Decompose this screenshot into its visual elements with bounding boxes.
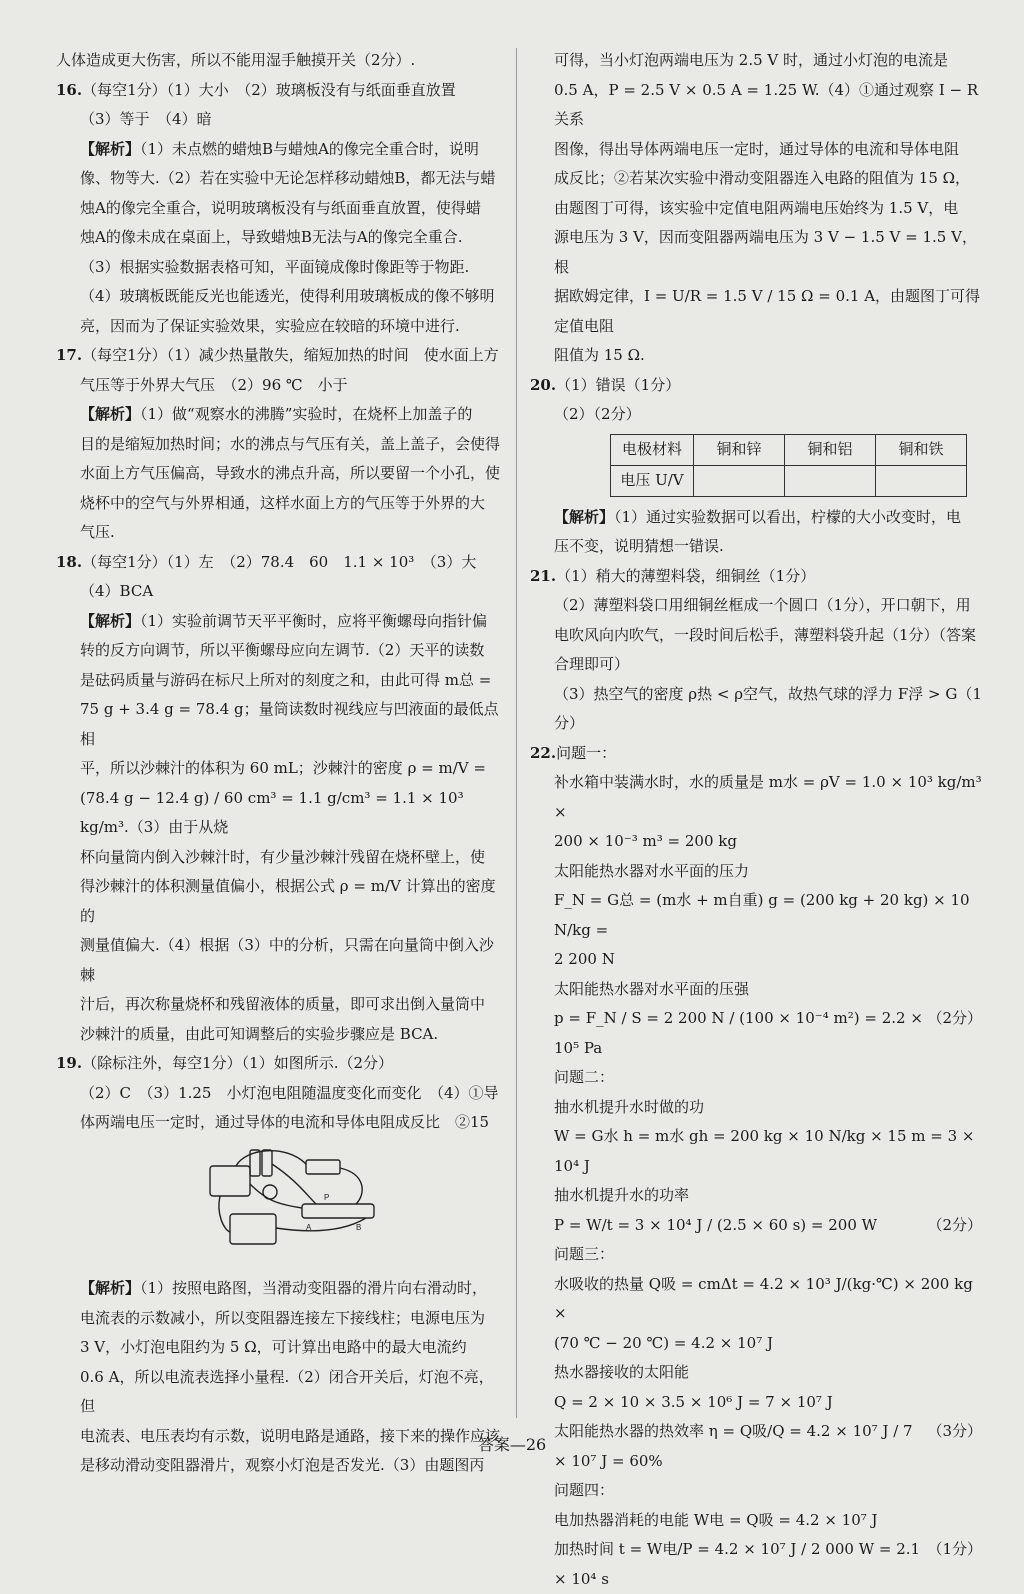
answer-line: 电吹风向内吹气，一段时间后松手，薄塑料袋升起（1分）（答案 — [530, 621, 982, 651]
table-cell — [694, 465, 785, 496]
text-line: 可得，当小灯泡两端电压为 2.5 V 时，通过小灯泡的电流是 — [530, 46, 982, 76]
circuit-diagram-image — [206, 1144, 386, 1254]
solution-line: 补水箱中装满水时，水的质量是 m水 = ρV = 1.0 × 10³ kg/m³ × — [530, 768, 982, 827]
question-number: 22. — [530, 744, 556, 762]
text-line: 源电压为 3 V，因而变阻器两端电压为 3 V − 1.5 V = 1.5 V，根 — [530, 223, 982, 282]
table-row — [611, 465, 967, 496]
answer-line: （每空1分）（1）左 （2）78.4 60 1.1 × 10³ （3）大 — [82, 553, 476, 571]
question-20 — [530, 371, 982, 562]
analysis-tag: 【解析】 — [554, 508, 614, 526]
column-divider — [516, 48, 517, 1418]
solution-line: 抽水机提升水的功率 — [530, 1181, 982, 1211]
answer-line: （2）C （3）1.25 小灯泡电阻随温度变化而变化 （4）①导 — [56, 1079, 508, 1109]
question-number: 21. — [530, 567, 556, 585]
question-number: 17. — [56, 346, 82, 364]
analysis-tag: 【解析】 — [80, 140, 140, 158]
table-cell — [785, 465, 876, 496]
analysis-line: 汁后，再次称量烧杯和残留液体的质量，即可求出倒入量筒中 — [56, 990, 508, 1020]
score-mark: （1分） — [927, 1535, 982, 1594]
table-header: 铜和铝 — [785, 434, 876, 465]
analysis-line: 转的反方向调节，所以平衡螺母应向左调节.（2）天平的读数 — [56, 636, 508, 666]
question-number: 19. — [56, 1054, 82, 1072]
analysis-line: (78.4 g − 12.4 g) / 60 cm³ = 1.1 g/cm³ = 1.1 × 10³ kg/m³.（3）由于从烧 — [56, 784, 508, 843]
text-line: 由题图丁可得，该实验中定值电阻两端电压始终为 1.5 V，电 — [530, 194, 982, 224]
analysis-line: （4）玻璃板既能反光也能透光，使得利用玻璃板成的像不够明 — [56, 282, 508, 312]
answer-line: （3）热空气的密度 ρ热 < ρ空气，故热气球的浮力 F浮 > G（1分） — [530, 680, 982, 739]
analysis-line: 是移动滑动变阻器滑片，观察小灯泡是否发光.（3）由题图丙 — [56, 1451, 508, 1481]
solution-line: 水吸收的热量 Q吸 = cmΔt = 4.2 × 10³ J/(kg·℃) × 200 kg × — [530, 1270, 982, 1329]
analysis-line: 亮，因而为了保证实验效果，实验应在较暗的环境中进行. — [56, 312, 508, 342]
ammeter-icon — [210, 1166, 250, 1196]
table-header: 铜和锌 — [694, 434, 785, 465]
analysis-line: 压不变，说明猜想一错误. — [530, 532, 982, 562]
electrode-table — [610, 434, 967, 497]
battery-icon — [262, 1150, 272, 1176]
section-heading: 问题四： — [530, 1476, 982, 1506]
answer-line: （2）（2分） — [530, 400, 982, 430]
text-line: 据欧姆定律，I = U/R = 1.5 V / 15 Ω = 0.1 A，由题图丁可得定值电阻 — [530, 282, 982, 341]
analysis-line: 电流表的示数减小，所以变阻器连接左下接线柱；电源电压为 — [56, 1304, 508, 1334]
text-line: 0.5 A，P = 2.5 V × 0.5 A = 1.25 W.（4）①通过观察 I − R 关系 — [530, 76, 982, 135]
answer-line: （1）稍大的薄塑料袋，细铜丝（1分） — [556, 567, 815, 585]
answer-line: （每空1分）（1）减少热量散失，缩短加热的时间 使水面上方 — [82, 346, 499, 364]
table-header: 铜和铁 — [876, 434, 967, 465]
voltmeter-icon — [230, 1214, 276, 1244]
question-18 — [56, 548, 508, 1050]
solution-line: 太阳能热水器对水平面的压强 — [530, 975, 982, 1005]
analysis-line: 水面上方气压偏高，导致水的沸点升高，所以要留一个小孔，使 — [56, 459, 508, 489]
solution-line: 热水器接收的太阳能 — [530, 1358, 982, 1388]
answer-line: 体两端电压一定时，通过导体的电流和导体电阻成反比 ②15 — [56, 1108, 508, 1138]
answer-line: 气压等于外界大气压 （2）96 ℃ 小于 — [56, 371, 508, 401]
analysis-line: 是砝码质量与游码在标尺上所对的刻度之和，由此可得 m总 = — [56, 666, 508, 696]
text-line: 人体造成更大伤害，所以不能用湿手触摸开关（2分）. — [56, 46, 508, 76]
table-header: 电极材料 — [611, 434, 694, 465]
analysis-tag: 【解析】 — [80, 1279, 140, 1297]
page-number: 答案—26 — [0, 1432, 1024, 1455]
analysis-line: 杯向量筒内倒入沙棘汁时，有少量沙棘汁残留在烧杯壁上，使 — [56, 843, 508, 873]
text-line: 图像，得出导体两端电压一定时，通过导体的电流和导体电阻 — [530, 135, 982, 165]
solution-line: P = W/t = 3 × 10⁴ J / (2.5 × 60 s) = 200 W — [554, 1211, 877, 1241]
section-heading: 问题三： — [530, 1240, 982, 1270]
switch-icon — [306, 1160, 340, 1174]
text-line: 阻值为 15 Ω. — [530, 341, 982, 371]
question-16 — [56, 76, 508, 342]
solution-line: F_N = G总 = (m水 + m自重) g = (200 kg + 20 kg) × 10 N/kg = — [530, 886, 982, 945]
svg-text:P: P — [324, 1193, 329, 1202]
question-number: 20. — [530, 376, 556, 394]
table-row-label: 电压 U/V — [611, 465, 694, 496]
solution-line: 太阳能热水器对水平面的压力 — [530, 857, 982, 887]
question-number: 16. — [56, 81, 82, 99]
solution-line: 200 × 10⁻³ m³ = 200 kg — [530, 827, 982, 857]
analysis-line: 像、物等大.（2）若在实验中无论怎样移动蜡烛B，都无法与蜡 — [56, 164, 508, 194]
answer-line: 合理即可） — [530, 650, 982, 680]
answer-line: （1）错误（1分） — [556, 376, 680, 394]
solution-line: 太阳能热水器的热效率 η = Q吸/Q = 4.2 × 10⁷ J / 7 × 10⁷ J = 60% — [554, 1417, 927, 1476]
analysis-line: 平，所以沙棘汁的体积为 60 mL；沙棘汁的密度 ρ = m/V = — [56, 754, 508, 784]
analysis-line: 75 g + 3.4 g = 78.4 g；量筒读数时视线应与凹液面的最低点相 — [56, 695, 508, 754]
question-number: 18. — [56, 553, 82, 571]
analysis-line: 3 V，小灯泡电阻约为 5 Ω，可计算出电路中的最大电流约 — [56, 1333, 508, 1363]
question-17 — [56, 341, 508, 548]
analysis-line: 电流表、电压表均有示数，说明电路是通路，接下来的操作应该 — [56, 1422, 508, 1452]
answer-line: （每空1分）（1）大小 （2）玻璃板没有与纸面垂直放置 — [82, 81, 456, 99]
analysis-line: （1）按照电路图，当滑动变阻器的滑片向右滑动时， — [140, 1279, 487, 1297]
solution-line: Q = 2 × 10 × 3.5 × 10⁶ J = 7 × 10⁷ J — [530, 1388, 982, 1418]
right-column — [530, 46, 982, 1594]
question-22 — [530, 739, 982, 1594]
analysis-tag: 【解析】 — [80, 612, 140, 630]
analysis-line: 烧杯中的空气与外界相通，这样水面上方的气压等于外界的大 — [56, 489, 508, 519]
answer-line: （除标注外，每空1分）（1）如图所示.（2分） — [82, 1054, 393, 1072]
text-line: 成反比；②若某次实验中滑动变阻器连入电路的阻值为 15 Ω， — [530, 164, 982, 194]
answer-line: （3）等于 （4）暗 — [56, 105, 508, 135]
table-cell — [876, 465, 967, 496]
section-heading: 问题一： — [556, 744, 616, 762]
solution-line: 抽水机提升水时做的功 — [530, 1093, 982, 1123]
analysis-line: （1）未点燃的蜡烛B与蜡烛A的像完全重合时，说明 — [140, 140, 479, 158]
answer-line: （4）BCA — [56, 577, 508, 607]
section-heading: 问题二： — [530, 1063, 982, 1093]
analysis-line: （3）根据实验数据表格可知，平面镜成像时像距等于物距. — [56, 253, 508, 283]
analysis-line: 测量值偏大.（4）根据（3）中的分析，只需在向量筒中倒入沙棘 — [56, 931, 508, 990]
analysis-line: 得沙棘汁的体积测量值偏小，根据公式 ρ = m/V 计算出的密度的 — [56, 872, 508, 931]
solution-line: 电加热器消耗的电能 W电 = Q吸 = 4.2 × 10⁷ J — [530, 1506, 982, 1536]
score-mark: （3分） — [927, 1417, 982, 1476]
left-column — [56, 46, 508, 1481]
question-19 — [56, 1049, 508, 1481]
analysis-line: 沙棘汁的质量，由此可知调整后的实验步骤应是 BCA. — [56, 1020, 508, 1050]
solution-line: 加热时间 t = W电/P = 4.2 × 10⁷ J / 2 000 W = 2.1 × 10⁴ s — [554, 1535, 927, 1594]
analysis-line: （1）实验前调节天平平衡时，应将平衡螺母向指针偏 — [140, 612, 487, 630]
solution-row — [530, 1004, 982, 1063]
answer-line: （2）薄塑料袋口用细铜丝框成一个圆口（1分），开口朝下，用 — [530, 591, 982, 621]
table-row — [611, 434, 967, 465]
analysis-line: （1）做“观察水的沸腾”实验时，在烧杯上加盖子的 — [140, 405, 472, 423]
solution-line: W = G水 h = m水 gh = 200 kg × 10 N/kg × 15 m = 3 × 10⁴ J — [530, 1122, 982, 1181]
analysis-line: 烛A的像未成在桌面上，导致蜡烛B无法与A的像完全重合. — [56, 223, 508, 253]
question-21 — [530, 562, 982, 739]
solution-row — [530, 1535, 982, 1594]
analysis-line: 目的是缩短加热时间；水的沸点与气压有关，盖上盖子，会使得 — [56, 430, 508, 460]
analysis-line: 气压. — [56, 518, 508, 548]
analysis-line: 0.6 A，所以电流表选择小量程.（2）闭合开关后，灯泡不亮，但 — [56, 1363, 508, 1422]
solution-line: p = F_N / S = 2 200 N / (100 × 10⁻⁴ m²) = 2.2 × 10⁵ Pa — [554, 1004, 927, 1063]
score-mark: （2分） — [927, 1004, 982, 1063]
analysis-tag: 【解析】 — [80, 405, 140, 423]
score-mark: （2分） — [927, 1211, 982, 1241]
svg-text:A: A — [306, 1223, 312, 1232]
solution-line: (70 ℃ − 20 ℃) = 4.2 × 10⁷ J — [530, 1329, 982, 1359]
solution-line: 2 200 N — [530, 945, 982, 975]
svg-text:B: B — [356, 1223, 361, 1232]
analysis-line: （1）通过实验数据可以看出，柠檬的大小改变时，电 — [614, 508, 961, 526]
analysis-line: 烛A的像完全重合，说明玻璃板没有与纸面垂直放置，使得蜡 — [56, 194, 508, 224]
rheostat-icon — [302, 1204, 374, 1218]
solution-row — [530, 1211, 982, 1241]
